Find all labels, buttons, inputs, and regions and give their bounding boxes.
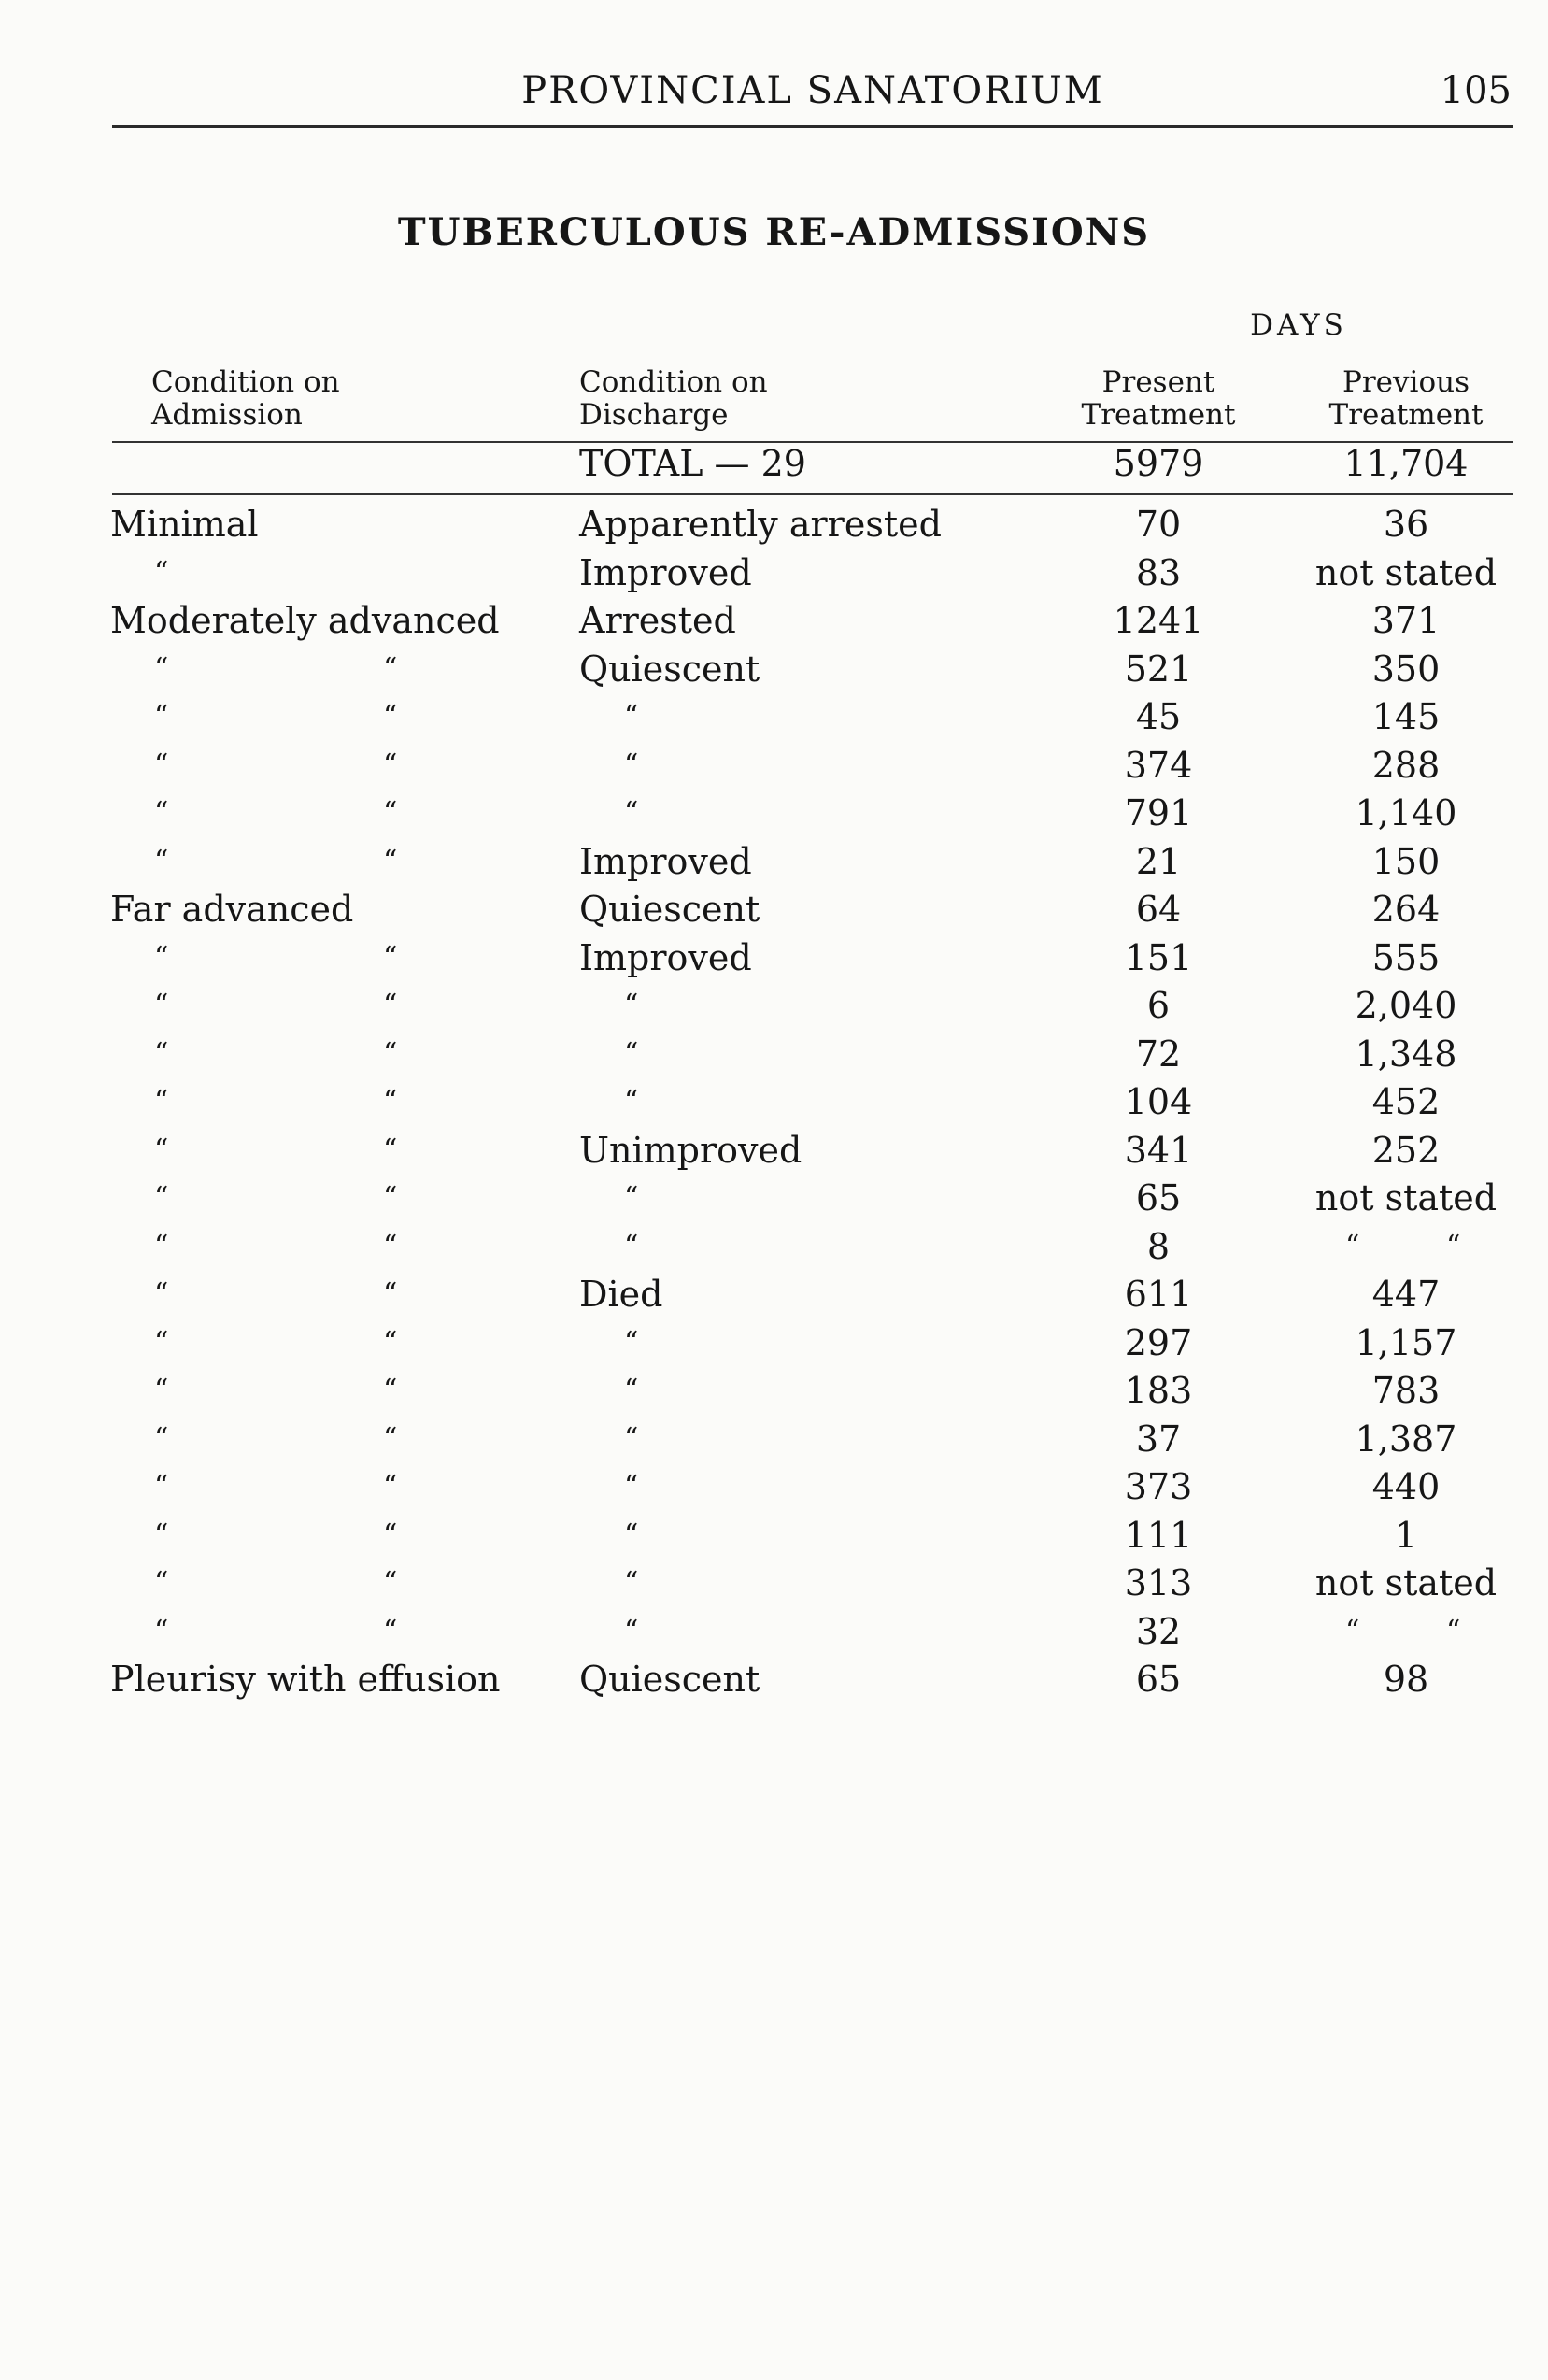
days-column-group-label: DAYS — [1250, 308, 1347, 342]
present-treatment-days: 341 — [1124, 1129, 1193, 1171]
present-treatment-days: 65 — [1135, 1177, 1182, 1219]
ditto-mark: “ — [624, 700, 639, 733]
previous-treatment-days: 252 — [1371, 1129, 1441, 1171]
present-treatment-days: 32 — [1135, 1610, 1182, 1652]
ditto-mark: “ — [624, 1470, 639, 1503]
ditto-mark: “ — [624, 1325, 639, 1359]
discharge-condition: Quiescent — [579, 1659, 760, 1700]
discharge-condition: Improved — [579, 551, 752, 593]
total-label: TOTAL — 29 — [579, 443, 806, 484]
present-treatment-days: 104 — [1124, 1081, 1193, 1122]
total-rule — [112, 493, 1513, 495]
ditto-mark: “ — [383, 1036, 398, 1070]
ditto-mark: “ — [154, 1518, 169, 1551]
table-row — [0, 549, 1548, 597]
discharge-condition: Quiescent — [579, 889, 760, 930]
previous-header-line: Treatment — [1328, 398, 1484, 432]
ditto-mark: “ — [383, 651, 398, 685]
previous-treatment-days: 145 — [1371, 696, 1441, 737]
ditto-mark: “ — [383, 1614, 398, 1647]
table-row — [0, 1655, 1548, 1703]
present-treatment-days: 8 — [1146, 1225, 1171, 1267]
discharge-condition: Apparently arrested — [579, 504, 942, 545]
previous-treatment-days: 36 — [1383, 504, 1429, 545]
previous-treatment-days: 1,387 — [1355, 1418, 1457, 1460]
ditto-mark: “ — [383, 700, 398, 733]
ditto-mark: “ — [154, 748, 169, 781]
ditto-mark: “ — [383, 796, 398, 829]
previous-treatment-days: 288 — [1371, 744, 1441, 786]
table-row — [0, 1607, 1548, 1656]
ditto-mark: “ — [383, 1229, 398, 1262]
table-row — [0, 1222, 1548, 1271]
admission-condition: Pleurisy with effusion — [110, 1659, 501, 1700]
table-row — [0, 1030, 1548, 1078]
previous-header-line: Previous — [1342, 365, 1470, 399]
table-title: TUBERCULOUS RE-ADMISSIONS — [397, 210, 1151, 254]
ditto-mark: “ — [383, 748, 398, 781]
total-present-days: 5979 — [1113, 443, 1204, 484]
table-row — [0, 596, 1548, 645]
ditto-mark: “ — [154, 1421, 169, 1455]
present-treatment-days: 65 — [1135, 1659, 1182, 1700]
previous-treatment-days: 440 — [1371, 1466, 1441, 1507]
discharge-condition: Improved — [579, 936, 752, 978]
discharge-column-header — [579, 366, 878, 432]
admission-condition: Far advanced — [110, 889, 354, 930]
admission-column-header — [151, 366, 450, 432]
ditto-mark: “ — [383, 1325, 398, 1359]
ditto-mark: “ — [154, 1614, 169, 1647]
ditto-mark: “ — [383, 1277, 398, 1310]
ditto-mark: “ — [154, 844, 169, 877]
ditto-mark: “ — [154, 1470, 169, 1503]
ditto-mark: “ — [624, 1518, 639, 1551]
ditto-mark: “ — [624, 1229, 639, 1262]
discharge-condition: Improved — [579, 840, 752, 882]
discharge-condition: Died — [579, 1274, 663, 1315]
ditto-mark: “ — [624, 796, 639, 829]
discharge-header-line: Discharge — [579, 398, 729, 432]
discharge-condition: Quiescent — [579, 648, 760, 690]
present-treatment-days: 521 — [1124, 648, 1193, 690]
previous-treatment-days: 2,040 — [1355, 985, 1457, 1026]
table-row — [0, 1270, 1548, 1318]
ditto-mark: “ — [383, 1181, 398, 1214]
ditto-mark: “ — [383, 844, 398, 877]
total-row — [0, 439, 1548, 488]
table-row — [0, 933, 1548, 982]
table-row — [0, 1366, 1548, 1415]
ditto-mark: “ — [624, 1421, 639, 1455]
present-header-line: Present — [1101, 365, 1215, 399]
ditto-mark: “ — [154, 1181, 169, 1214]
present-treatment-days: 1241 — [1113, 600, 1204, 641]
ditto-mark: “ — [154, 1374, 169, 1406]
table-row — [0, 741, 1548, 790]
table-row — [0, 1077, 1548, 1126]
total-previous-days: 11,704 — [1343, 443, 1469, 484]
present-treatment-days: 72 — [1135, 1033, 1182, 1075]
table-row — [0, 885, 1548, 933]
ditto-mark: “ — [383, 989, 398, 1021]
present-treatment-days: 83 — [1135, 551, 1182, 593]
ditto-mark: “ — [154, 1277, 169, 1310]
table-row — [0, 981, 1548, 1030]
previous-treatment-days: 1,348 — [1355, 1033, 1457, 1075]
present-treatment-days: 21 — [1135, 840, 1182, 882]
discharge-condition: Unimproved — [579, 1129, 802, 1171]
present-treatment-days: 373 — [1124, 1466, 1193, 1507]
ditto-mark: “ — [624, 1036, 639, 1070]
present-treatment-days: 45 — [1135, 696, 1182, 737]
ditto-mark: “ — [624, 1085, 639, 1118]
ditto-mark: “ — [154, 1566, 169, 1599]
ditto-mark: “ — [624, 748, 639, 781]
present-treatment-days: 37 — [1135, 1418, 1182, 1460]
table-row — [0, 645, 1548, 693]
previous-treatment-days: 555 — [1371, 936, 1441, 978]
present-treatment-days: 611 — [1124, 1274, 1193, 1315]
ditto-mark: “ — [154, 700, 169, 733]
ditto-mark: “ — [154, 1325, 169, 1359]
ditto-mark: “ — [383, 1085, 398, 1118]
ditto-mark: “ — [624, 1614, 639, 1647]
table-row — [0, 1511, 1548, 1560]
previous-treatment-days: 98 — [1383, 1659, 1429, 1700]
previous-treatment-days: 264 — [1371, 889, 1441, 930]
previous-treatment-days: 452 — [1371, 1081, 1441, 1122]
previous-treatment-days: 371 — [1371, 600, 1441, 641]
ditto-mark: “ — [154, 940, 169, 974]
table-row — [0, 1126, 1548, 1175]
ditto-mark: “ — [383, 1566, 398, 1599]
table-row — [0, 789, 1548, 837]
previous-treatment-column-header — [1303, 366, 1509, 432]
table-row — [0, 837, 1548, 886]
ditto-mark: “ — [154, 555, 169, 589]
ditto-mark: “ — [624, 989, 639, 1021]
previous-treatment-days: 447 — [1371, 1274, 1441, 1315]
admission-header-line: Condition on — [151, 365, 340, 399]
previous-treatment-days: 1,140 — [1355, 792, 1457, 834]
present-treatment-days: 111 — [1124, 1514, 1193, 1556]
table-row — [0, 1415, 1548, 1463]
present-treatment-days: 791 — [1124, 792, 1193, 834]
present-treatment-days: 183 — [1124, 1370, 1193, 1411]
previous-treatment-days: not stated — [1314, 551, 1498, 593]
admission-condition: Moderately advanced — [110, 600, 500, 641]
table-row — [0, 500, 1548, 549]
ditto-mark: “ — [624, 1181, 639, 1214]
ditto-mark: “ — [1345, 1614, 1360, 1647]
page-number: 105 — [1440, 69, 1512, 112]
previous-treatment-days: 1,157 — [1355, 1321, 1457, 1363]
present-treatment-days: 151 — [1124, 936, 1193, 978]
previous-treatment-days: 350 — [1371, 648, 1441, 690]
running-head — [112, 65, 1513, 128]
ditto-mark: “ — [1446, 1229, 1461, 1262]
table-row — [0, 1462, 1548, 1511]
ditto-mark: “ — [154, 796, 169, 829]
ditto-mark: “ — [383, 1470, 398, 1503]
table-row — [0, 1318, 1548, 1367]
ditto-mark: “ — [624, 1374, 639, 1406]
ditto-mark: “ — [1345, 1229, 1360, 1262]
ditto-mark: “ — [154, 1036, 169, 1070]
present-treatment-days: 374 — [1124, 744, 1193, 786]
ditto-mark: “ — [383, 1374, 398, 1406]
table-row — [0, 692, 1548, 741]
admission-condition: Minimal — [110, 504, 259, 545]
discharge-header-line: Condition on — [579, 365, 768, 399]
previous-treatment-days: not stated — [1314, 1177, 1498, 1219]
present-treatment-days: 6 — [1146, 985, 1171, 1026]
ditto-mark: “ — [154, 1133, 169, 1166]
ditto-mark: “ — [154, 1229, 169, 1262]
present-treatment-days: 297 — [1124, 1321, 1193, 1363]
previous-treatment-days: 783 — [1371, 1370, 1441, 1411]
discharge-condition: Arrested — [579, 600, 736, 641]
ditto-mark: “ — [154, 989, 169, 1021]
ditto-mark: “ — [383, 1133, 398, 1166]
present-header-line: Treatment — [1081, 398, 1236, 432]
ditto-mark: “ — [383, 1421, 398, 1455]
ditto-mark: “ — [1446, 1614, 1461, 1647]
ditto-mark: “ — [154, 651, 169, 685]
table-row — [0, 1559, 1548, 1607]
present-treatment-column-header — [1065, 366, 1252, 432]
previous-treatment-days: not stated — [1314, 1562, 1498, 1603]
table-row — [0, 1174, 1548, 1222]
previous-treatment-days: 150 — [1371, 840, 1441, 882]
ditto-mark: “ — [624, 1566, 639, 1599]
present-treatment-days: 70 — [1135, 504, 1182, 545]
ditto-mark: “ — [383, 1518, 398, 1551]
present-treatment-days: 313 — [1124, 1562, 1193, 1603]
running-title: PROVINCIAL SANATORIUM — [521, 69, 1104, 112]
admission-header-line: Admission — [151, 398, 303, 432]
ditto-mark: “ — [383, 940, 398, 974]
previous-treatment-days: 1 — [1394, 1514, 1418, 1556]
present-treatment-days: 64 — [1135, 889, 1182, 930]
ditto-mark: “ — [154, 1085, 169, 1118]
